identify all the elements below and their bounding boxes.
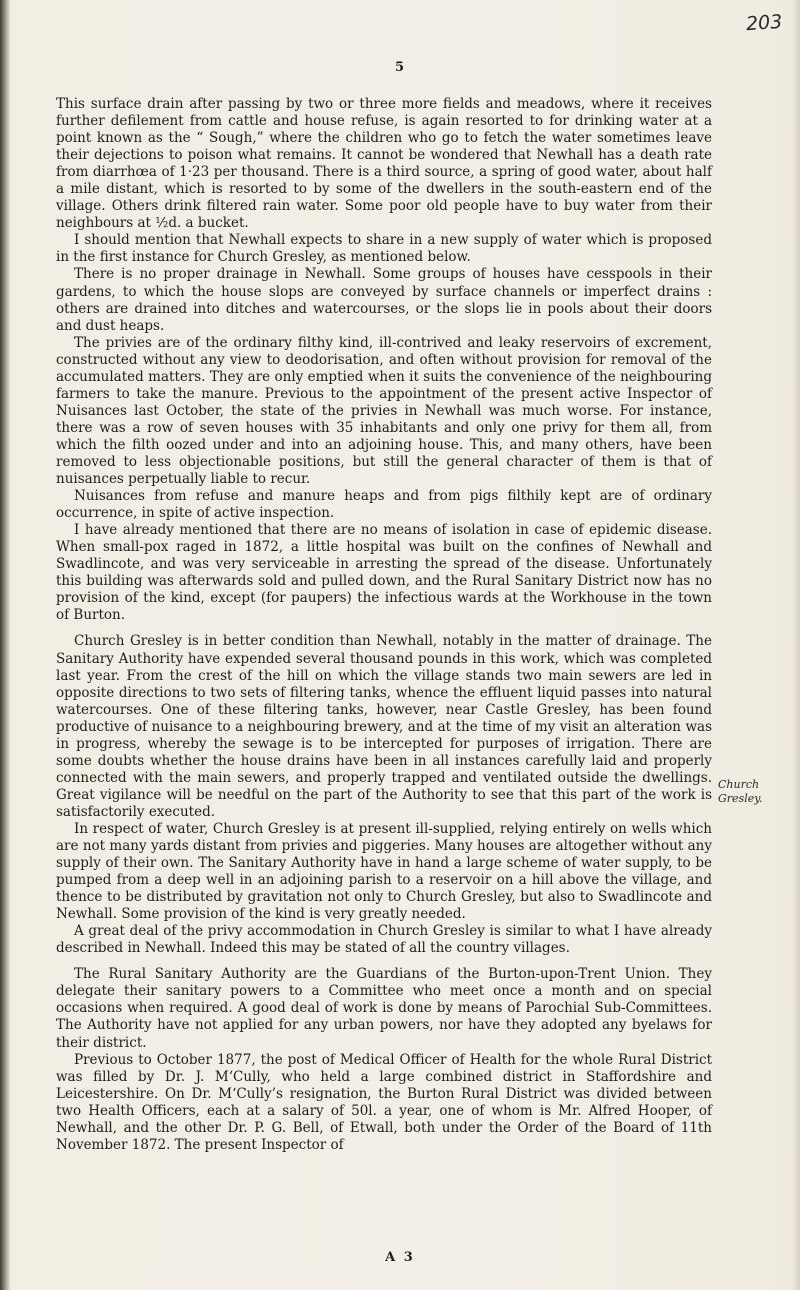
paragraph: This surface drain after passing by two or three more fields and meadows, where it receives further defilement from cattle and house refuse, is again resorted to for drinking water at a point known as the “ Sough,” where the children who go to fetch the water sometimes leave their dejections to poison what remains. It cannot be wondered that Newhall has a death rate from diarrhœa of 1·23 per thousand. There is a third source, a spring of good water, about half a mile distant, which is resorted to by some of the dwellers in the south-eastern end of the village. Others drink filtered rain water. Some poor old people have to buy water from their neighbours at ½d. a bucket. [56,96,712,232]
paragraph: Church Gresley is in better condition than Newhall, notably in the matter of drainage. The Sanitary Authority have expended several thousand pounds in this work, which was completed last year. From the crest of the hill on which the village stands two main sewers are led in opposite directions to two sets of filtering tanks, whence the effluent liquid passes into natural watercourses. One of these filtering tanks, however, near Castle Gresley, has been found productive of nuisance to a neighbouring brewery, and at the time of my visit an alteration was in progress, whereby the sewage is to be intercepted for purposes of irrigation. There are some doubts whether the house drains have been in all instances carefully laid and properly connected with the main sewers, and properly trapped and ventilated outside the dwellings. Great vigilance will be needful on the part of the Authority to see that this part of the work is satisfactorily executed. [56,633,712,820]
body-text [56,96,712,1154]
binding-shadow [0,0,10,1290]
signature-mark: A 3 [385,1250,415,1265]
paragraph: The privies are of the ordinary filthy kind, ill-contrived and leaky reservoirs of excrement, constructed without any view to deodorisation, and often without provision for removal of the accumulated matters. They are only emptied when it suits the convenience of the neighbouring farmers to take the manure. Previous to the appointment of the present active Inspector of Nuisances last October, the state of the privies in Newhall was much worse. For instance, there was a row of seven houses with 35 inhabitants and only one privy for them all, from which the filth oozed under and into an adjoining house. This, and many others, have been removed to less objectionable positions, but still the general character of them is that of nuisances perpetually liable to recur. [56,334,712,488]
paragraph: The Rural Sanitary Authority are the Guardians of the Burton-upon-Trent Union. They delegate their sanitary powers to a Committee who meet once a month and on special occasions when required. A good deal of work is done by means of Parochial Sub-Committees. The Authority have not applied for any urban powers, nor have they adopted any byelaws for their district. [56,966,712,1051]
paragraph: I have already mentioned that there are no means of isolation in case of epidemic disease. When small-pox raged in 1872, a little hospital was built on the confines of Newhall and Swadlincote, and was very serviceable in arresting the spread of the disease. Unfortunately this building was afterwards sold and pulled down, and the Rural Sanitary District now has no provision of the kind, except (for paupers) the infectious wards at the Workhouse in the town of Burton. [56,522,712,624]
paragraph: Nuisances from refuse and manure heaps and from pigs filthily kept are of ordinary occurrence, in spite of active inspection. [56,488,712,522]
paragraph: I should mention that Newhall expects to share in a new supply of water which is proposed in the first instance for Church Gresley, as mentioned below. [56,232,712,266]
paragraph: Previous to October 1877, the post of Medical Officer of Health for the whole Rural District was filled by Dr. J. M‘Cully, who held a large combined district in Staffordshire and Leicestershire. On Dr. M‘Cully’s resignation, the Burton Rural District was divided between two Health Officers, each at a salary of 50l. a year, one of whom is Mr. Alfred Hooper, of Newhall, and the other Dr. P. G. Bell, of Etwall, both under the Order of the Board of 11th November 1872. The present Inspector of [56,1051,712,1153]
page-edge [792,0,800,1290]
paragraph: In respect of water, Church Gresley is at present ill-supplied, relying entirely on wells which are not many yards distant from privies and piggeries. Many houses are altogether without any supply of their own. The Sanitary Authority have in hand a large scheme of water supply, to be pumped from a deep well in an adjoining parish to a reservoir on a hill above the village, and thence to be distributed by gravitation not only to Church Gresley, but also to Swadlincote and Newhall. Some provision of the kind is very greatly needed. [56,820,712,923]
handwritten-folio-number: 203 [745,10,783,36]
page-number: 5 [394,60,406,75]
margin-note: Church Gresley. [718,778,763,805]
paragraph: A great deal of the privy accommodation in Church Gresley is similar to what I have already described in Newhall. Indeed this may be stated of all the country villages. [56,923,712,957]
paragraph: There is no proper drainage in Newhall. Some groups of houses have cesspools in their gardens, to which the house slops are conveyed by surface channels or imperfect drains : others are drained into ditches and watercourses, or the slops lie in pools about their doors and dust heaps. [56,266,712,334]
